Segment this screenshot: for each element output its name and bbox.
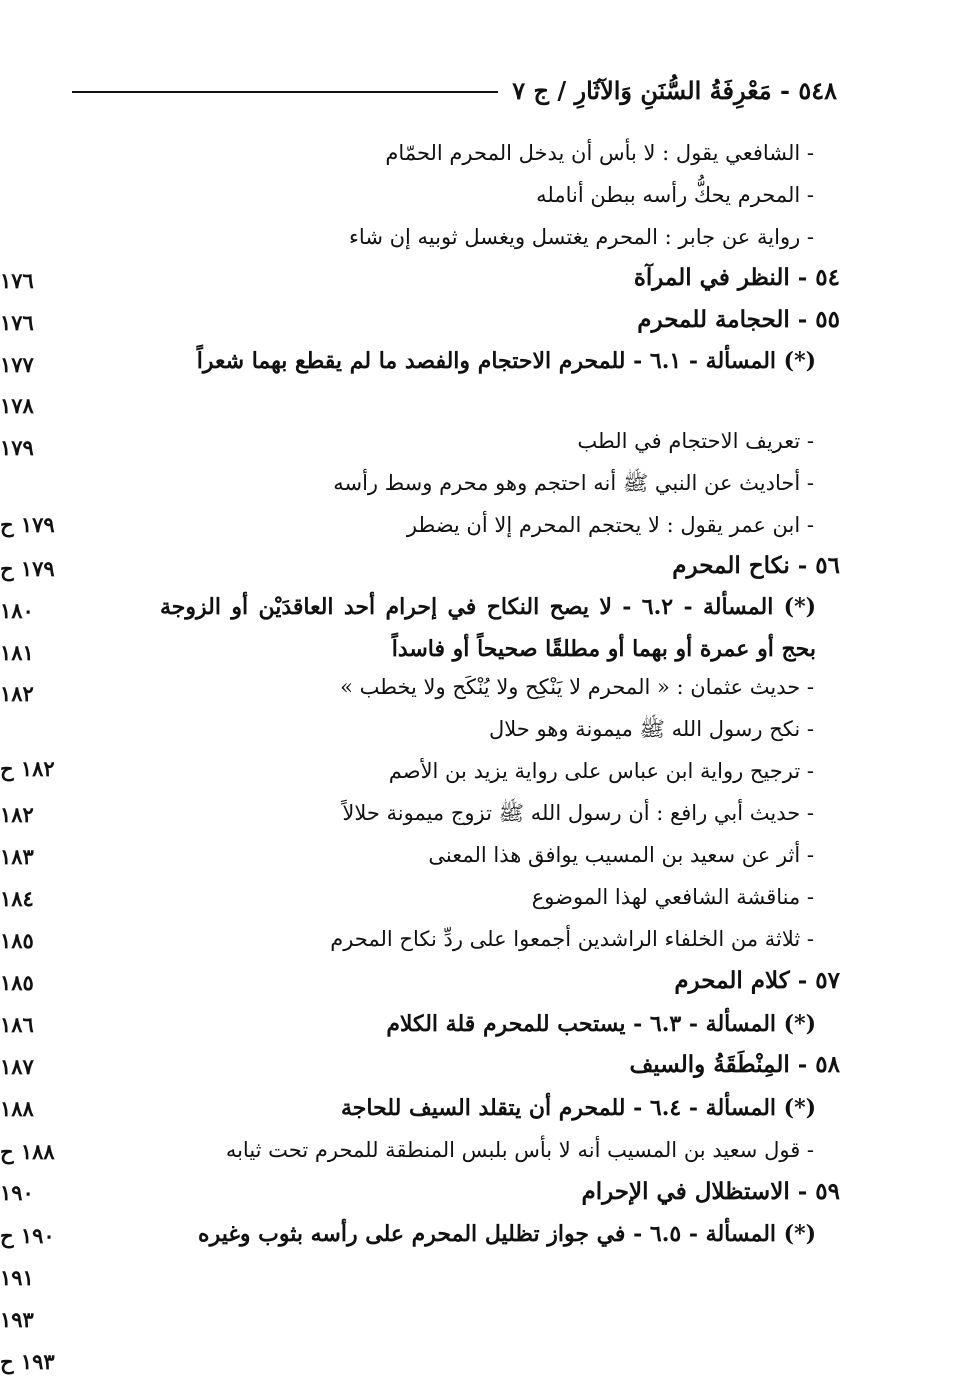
page-number: ١٨٢ xyxy=(0,681,34,706)
section-heading: ٥٥ - الحجامة للمحرم xyxy=(637,306,840,333)
index-row xyxy=(84,964,840,998)
page-number: ١٨٥ xyxy=(0,970,34,995)
index-entry: - حديث أبي رافع : أن رسول الله ﷺ تزوج ميمونة حلالاً xyxy=(342,801,814,825)
page-header xyxy=(72,68,837,112)
page-number: ١٨١ xyxy=(0,640,34,665)
index-row xyxy=(84,1133,840,1167)
page-number: ١٨٠ xyxy=(0,598,34,623)
index-row xyxy=(84,754,840,788)
issue-entry: (*) المسألة - ٦.١ - للمحرم الاحتجام والفصد ما لم يقطع بهما شعراً xyxy=(196,348,816,374)
index-entry: - رواية عن جابر : المحرم يغتسل ويغسل ثوبيه إن شاء xyxy=(349,225,814,249)
index-row xyxy=(84,508,840,542)
index-entry: - قول سعيد بن المسيب أنه لا بأس بلبس المنطقة للمحرم تحت ثيابه xyxy=(225,1138,814,1162)
index-entry: - مناقشة الشافعي لهذا الموضوع xyxy=(531,885,814,909)
page-number: ١٩٣ xyxy=(0,1307,34,1332)
index-entry: - ثلاثة من الخلفاء الراشدين أجمعوا على ردِّ نكاح المحرم xyxy=(330,927,814,951)
issue-entry: (*) المسألة - ٦.٤ - للمحرم أن يتقلد السيف للحاجة xyxy=(341,1095,816,1121)
index-row xyxy=(84,712,840,746)
index-entry: - المحرم يحكُّ رأسه ببطن أنامله xyxy=(536,183,814,207)
page-number: ١٨٦ xyxy=(0,1012,34,1037)
page-number: ١٨٥ xyxy=(0,928,34,953)
index-entry: - تعريف الاحتجام في الطب xyxy=(577,429,814,453)
index-row xyxy=(84,670,840,704)
page-number: ١٧٧ xyxy=(0,352,34,377)
page-number: ١٧٩ ح xyxy=(0,512,55,537)
page-number: ١٧٨ xyxy=(0,393,34,418)
page-number: ١٩٠ ح xyxy=(0,1223,55,1248)
index-entry: - الشافعي يقول : لا بأس أن يدخل المحرم الحمّام xyxy=(385,141,814,165)
index-entry: - ترجيح رواية ابن عباس على رواية يزيد بن الأصم xyxy=(388,759,814,783)
index-row xyxy=(84,303,840,337)
index-row xyxy=(84,922,840,956)
page-number: ١٧٩ xyxy=(0,435,34,460)
index-row xyxy=(84,1048,840,1082)
index-row xyxy=(84,1003,840,1045)
section-heading: ٥٩ - الاستظلال في الإحرام xyxy=(581,1178,840,1205)
index-row xyxy=(84,586,840,670)
section-heading: ٥٦ - نكاح المحرم xyxy=(672,552,840,579)
index-row xyxy=(84,1087,840,1129)
page-number: ١٨٨ xyxy=(0,1096,34,1121)
section-heading: ٥٧ - كلام المحرم xyxy=(674,967,840,994)
page-number: ١٨٢ xyxy=(0,802,34,827)
page-number: ١٧٦ xyxy=(0,268,34,293)
index-row xyxy=(84,838,840,872)
page-number: ١٨٣ xyxy=(0,844,34,869)
section-heading: ٥٨ - المِنْطَقَةُ والسيف xyxy=(629,1051,840,1078)
running-title: ٥٤٨ - مَعْرِفَةُ السُّنَنِ وَالآثَارِ / ج ٧ xyxy=(512,75,837,105)
page-number: ١٩٠ xyxy=(0,1180,34,1205)
header-rule xyxy=(72,91,498,93)
page-number: ١٧٦ xyxy=(0,310,34,335)
index-entry: - أحاديث عن النبي ﷺ أنه احتجم وهو محرم وسط رأسه xyxy=(333,471,814,495)
page-number: ١٧٩ ح xyxy=(0,556,55,581)
index-row xyxy=(84,1175,840,1209)
index-row xyxy=(84,466,840,500)
issue-entry: (*) المسألة - ٦.٥ - في جواز تظليل المحرم على رأسه بثوب وغيره xyxy=(198,1221,816,1247)
issue-entry: (*) المسألة - ٦.٣ - يستحب للمحرم قلة الكلام xyxy=(386,1011,816,1037)
index-row xyxy=(84,261,840,295)
index-entry: - ابن عمر يقول : لا يحتجم المحرم إلا أن يضطر xyxy=(406,513,814,537)
index-row xyxy=(84,1213,840,1255)
index-row xyxy=(84,880,840,914)
page-number: ١٨٨ ح xyxy=(0,1139,55,1164)
issue-entry: (*) المسألة - ٦.٢ - لا يصح النكاح في إحرام أحد العاقدَيْن أو الزوجة بحج أو عمرة أو بهما أو مطلقًا صحيحاً أو فاسداً xyxy=(160,594,817,662)
page-number: ١٩١ xyxy=(0,1265,34,1290)
index-entry: - أثر عن سعيد بن المسيب يوافق هذا المعنى xyxy=(428,843,814,867)
index-row xyxy=(84,220,840,254)
page-number: ١٩٣ ح xyxy=(0,1349,55,1374)
page-number: ١٨٧ xyxy=(0,1054,34,1079)
index-row xyxy=(184,340,840,382)
index-row xyxy=(84,549,840,583)
index-row xyxy=(84,424,840,458)
index-row xyxy=(84,796,840,830)
index-entry: - حديث عثمان : « المحرم لا يَنْكِح ولا يُنْكَح ولا يخطب » xyxy=(340,675,814,699)
index-entry: - نكح رسول الله ﷺ ميمونة وهو حلال xyxy=(489,717,814,741)
index-row xyxy=(84,178,840,212)
index-row xyxy=(84,136,840,170)
section-heading: ٥٤ - النظر في المرآة xyxy=(633,264,840,291)
page-number: ١٨٤ xyxy=(0,886,34,911)
page-number: ١٨٢ ح xyxy=(0,756,55,781)
